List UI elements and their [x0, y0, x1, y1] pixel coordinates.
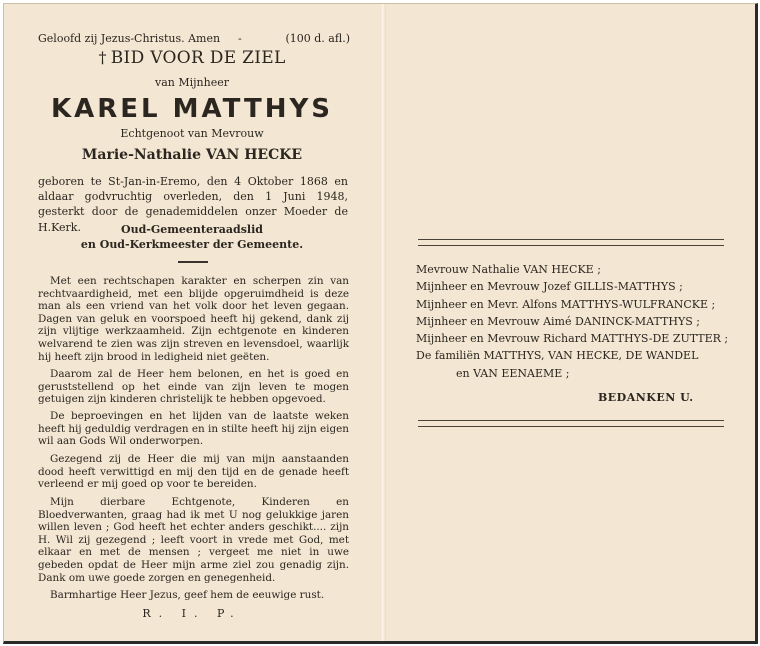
closing-thanks: BEDANKEN U.: [598, 391, 694, 404]
thanks-line: Mevrouw Nathalie VAN HECKE ;: [416, 263, 601, 276]
paragraph: Met een rechtschapen karakter en scherpen zin van rechtvaardigheid, met een blijde opgeruimdheid is deze man als een vriend van het volk door het leven gegaan. Dagen van geluk en voorspoed heeft hij gekend, dank zij zijn vlijtige werkzaamheid. Zijn echtgenote en kinderen welvarend te zien was zijn streven en levensdoel, waarlijk hij heeft zijn brood in ledigheid niet geëten.: [38, 275, 349, 363]
paragraph: Daarom zal de Heer hem belonen, en het is goed en geruststellend op het einde van zijn leven te mogen getuigen zijn kinderen christelijk te hebben opgevoed.: [38, 368, 349, 406]
birth-line: gesterkt door de genademiddelen onzer Moeder de H.Kerk.: [38, 205, 348, 234]
double-rule-top: [418, 239, 724, 246]
double-rule-bottom: [418, 420, 724, 427]
paragraph: Gezegend zij de Heer die mij van mijn aanstaanden dood heeft verwittigd en mij den tijd en de genade heeft verleend er mij goed op voor te bereiden.: [38, 453, 349, 491]
rip: R. I. P.: [142, 607, 242, 620]
thanks-line: Mijnheer en Mevr. Alfons MATTHYS-WULFRANCKE ;: [416, 297, 716, 311]
paragraph: De beproevingen en het lijden van de laatste weken heeft hij geduldig verdragen en in stilte heeft hij zijn eigen wil aan Gods Wil onderworpen.: [38, 410, 349, 448]
role-councillor: Oud-Gemeenteraadslid: [121, 223, 263, 236]
spouse-name: Marie-Nathalie VAN HECKE: [81, 147, 303, 163]
thanks-line: Mijnheer en Mevrouw Richard MATTHYS-DE ZUTTER ;: [416, 332, 729, 346]
van-mijnheer: van Mijnheer: [155, 76, 229, 89]
header-dash: -: [238, 32, 242, 45]
header-indulgence: (100 d. afl.): [285, 32, 350, 45]
thanks-line: en VAN EENAEME ;: [456, 366, 570, 380]
role-churchwarden: en Oud-Kerkmeester der Gemeente.: [80, 238, 304, 251]
spouse-label: Echtgenoot van Mevrouw: [120, 127, 264, 140]
thanks-line: De familiën MATTHYS, VAN HECKE, DE WANDEL: [416, 349, 699, 363]
title-text: BID VOOR DE ZIEL: [110, 48, 286, 68]
left-page: [4, 4, 380, 641]
paragraph: Barmhartige Heer Jezus, geef hem de eeuwige rust.: [50, 589, 325, 601]
thanks-line: Mijnheer en Mevrouw Aimé DANINCK-MATTHYS ;: [416, 314, 700, 328]
header-prayer: Geloofd zij Jezus-Christus. Amen: [38, 32, 221, 45]
birth-line: aldaar godvruchtig overleden, den 1 Juni 1948,: [38, 190, 348, 204]
birth-line: geboren te St-Jan-in-Eremo, den 4 Oktober 1868 en: [38, 175, 348, 188]
page-title: [4, 48, 380, 68]
thanks-list: [416, 261, 728, 382]
cross-icon: †: [98, 48, 107, 67]
separator-line: [178, 261, 208, 263]
right-page: [386, 4, 755, 641]
memorial-card: [3, 3, 758, 644]
deceased-name: KAREL MATTHYS: [50, 94, 334, 124]
paragraph: Mijn dierbare Echtgenote, Kinderen en Bloedverwanten, graag had ik met U nog gelukkige jaren willen leven ; God heeft het echter anders geschikt.... zijn H. Wil zij gezegend ; leeft voort in vrede met God, met elkaar en met de mensen ; vergeet me niet in uwe gebeden opdat de Heer mijn arme ziel zou genadig zijn. Dank om uwe goede zorgen en genegenheid.: [38, 496, 349, 584]
thanks-line: Mijnheer en Mevrouw Jozef GILLIS-MATTHYS ;: [416, 280, 683, 294]
